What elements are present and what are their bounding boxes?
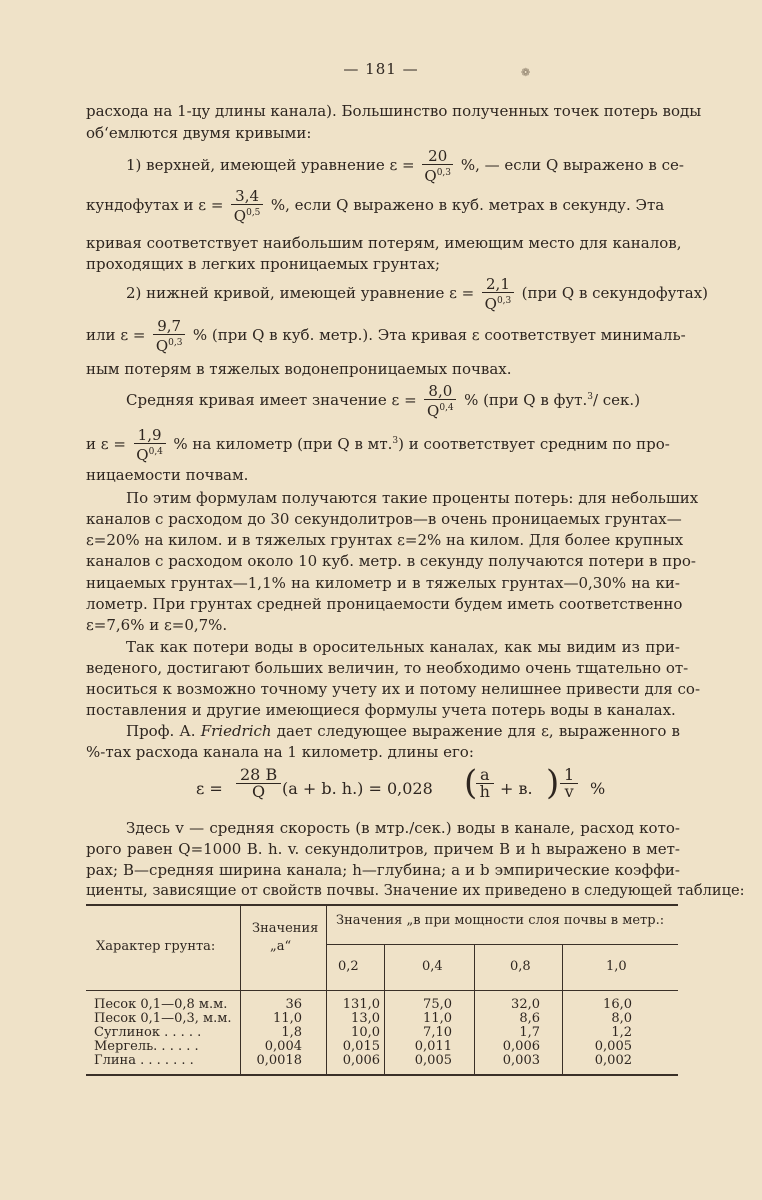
text-line: расхода на 1-цу длины канала). Большинство полученных точек потерь воды [86, 102, 702, 120]
row-b: 131,0 [342, 997, 380, 1012]
text-line: ным потерям в тяжелых водонепроницаемых почвах. [86, 360, 512, 378]
text-line: По этим формулам получаются такие проценты потерь: для небольших [126, 489, 699, 507]
text-line: рах; B—средняя ширина канала; h—глубина; a и b эмпирические коэффи- [86, 861, 680, 879]
text-line: поставления и другие имеющиеся формулы учета потерь воды в каналах. [86, 701, 676, 719]
row-b: 0,011 [414, 1039, 452, 1054]
text-line: 1) верхней, имеющей уравнение ε = $\frac{20}{Q^{0,3}}$ %, — если Q выражено в се- [126, 147, 684, 185]
text-line: проходящих в легких проницаемых грунтах; [86, 255, 441, 273]
row-a: 0,0018 [256, 1053, 302, 1068]
fraction: $\frac{9,7}{Q^{0,3}}$ [153, 318, 185, 354]
row-b: 0,015 [342, 1039, 380, 1054]
text-line: ницаемости почвам. [86, 466, 249, 484]
text-line: Проф. А. Friedrich дает следующее выражение для ε, выраженного в [126, 722, 680, 740]
text-line: ницаемых грунтах—1,1% на километр и в тяжелых грунтах—0,30% на ки- [86, 574, 680, 592]
text-line: %-тах расхода канала на 1 километр. длины его: [86, 743, 474, 761]
row-b: 0,006 [342, 1053, 380, 1068]
row-ground: Суглинок . . . . . [94, 1025, 202, 1040]
fraction: $\frac{8,0}{Q^{0,4}}$ [424, 383, 456, 419]
row-a: 0,004 [264, 1039, 302, 1054]
row-b: 11,0 [423, 1011, 452, 1026]
text-line: лометр. При грунтах средней проницаемости будем иметь соответственно [86, 595, 683, 613]
header-ground: Характер грунта: [96, 939, 216, 954]
row-b: 0,005 [414, 1053, 452, 1068]
text-line: каналов с расходом до 30 секундолитров—в очень проницаемых грунтах— [86, 510, 682, 528]
row-ground: Глина . . . . . . . [94, 1053, 194, 1068]
row-b: 0,005 [594, 1039, 632, 1054]
row-b: 0,006 [502, 1039, 540, 1054]
text-line: веденого, достигают больших величин, то необходимо очень тщательно от- [86, 659, 689, 677]
row-a: 36 [285, 997, 302, 1012]
text-line: ε=20% на килом. и в тяжелых грунтах ε=2% на килом. Для более крупных [86, 531, 684, 549]
row-b: 75,0 [423, 997, 452, 1012]
fraction: $\frac{3,4}{Q^{0,5}}$ [231, 188, 263, 224]
text-line: Здесь v — средняя скорость (в мтр./сек.) воды в канале, расход кото- [126, 819, 680, 837]
text-line: Средняя кривая имеет значение ε = $\frac{8,0}{Q^{0,4}}$ % (при Q в фут.$^3$/ сек.) [126, 382, 641, 420]
stamp-mark: ❁ [521, 66, 531, 79]
row-ground: Мергель. . . . . . [94, 1039, 199, 1054]
fraction: $\frac{1,9}{Q^{0,4}}$ [134, 427, 166, 463]
text-line: рого равен Q=1000 B. h. v. секундолитров, причем B и h выражено в мет- [86, 840, 680, 858]
text-line: и ε = $\frac{1,9}{Q^{0,4}}$ % на километр (при Q в мт.$^3$) и соответствует средним по про- [86, 426, 670, 464]
row-b: 1,2 [611, 1025, 632, 1040]
header-b: Значения „в при мощности слоя почвы в метр.: [336, 913, 665, 928]
friedrich-formula: ε = $\frac{28 B}{Q}$ (a + b. h.) = 0,028 ( $\frac{a}{h}$ + в. ) $\frac{1}{v}$ % [196, 763, 606, 803]
row-b: 16,0 [603, 997, 632, 1012]
text-line: об‘емлются двумя кривыми: [86, 124, 312, 142]
text-line: циенты, зависящие от свойств почвы. Значение их приведено в следующей таблице: [86, 882, 745, 899]
text-line: каналов с расходом около 10 куб. метр. в секунду получаются потери в про- [86, 552, 696, 570]
fraction: $\frac{2,1}{Q^{0,3}}$ [482, 276, 514, 312]
row-ground: Песок 0,1—0,8 м.м. [94, 997, 228, 1012]
row-b: 8,6 [519, 1011, 540, 1026]
depth-header: 0,4 [422, 959, 443, 974]
depth-header: 0,2 [338, 959, 359, 974]
row-a: 1,8 [281, 1025, 302, 1040]
row-b: 8,0 [611, 1011, 632, 1026]
row-b: 0,003 [502, 1053, 540, 1068]
row-a: 11,0 [273, 1011, 302, 1026]
text-line: носиться к возможно точному учету их и потому нелишнее привести для со- [86, 680, 701, 698]
text-line: Так как потери воды в оросительных каналах, как мы видим из при- [126, 638, 680, 656]
text-line: кривая соответствует наибольшим потерям, имеющим место для каналов, [86, 234, 682, 252]
row-b: 13,0 [351, 1011, 380, 1026]
text-line: или ε = $\frac{9,7}{Q^{0,3}}$ % (при Q в куб. метр.). Эта кривая ε соответствует минималь- [86, 317, 686, 355]
row-ground: Песок 0,1—0,3, м.м. [94, 1011, 232, 1026]
text-line: 2) нижней кривой, имеющей уравнение ε = $\frac{2,1}{Q^{0,3}}$ (при Q в секундофутах) [126, 275, 709, 313]
fraction: $\frac{20}{Q^{0,3}}$ [424, 147, 452, 185]
header-a: Значения [252, 921, 319, 936]
row-b: 0,002 [594, 1053, 632, 1068]
row-b: 32,0 [511, 997, 540, 1012]
row-b: 1,7 [519, 1025, 540, 1040]
text-line: кундофутах и ε = $\frac{3,4}{Q^{0,5}}$ %, если Q выражено в куб. метрах в секунду. Эта [86, 187, 665, 225]
depth-header: 1,0 [606, 959, 627, 974]
row-b: 7,10 [423, 1025, 452, 1040]
text-line: ε=7,6% и ε=0,7%. [86, 616, 228, 634]
row-b: 10,0 [351, 1025, 380, 1040]
header-a-symbol: „a“ [270, 939, 292, 954]
page-number: — 181 — [343, 60, 419, 78]
depth-header: 0,8 [510, 959, 531, 974]
